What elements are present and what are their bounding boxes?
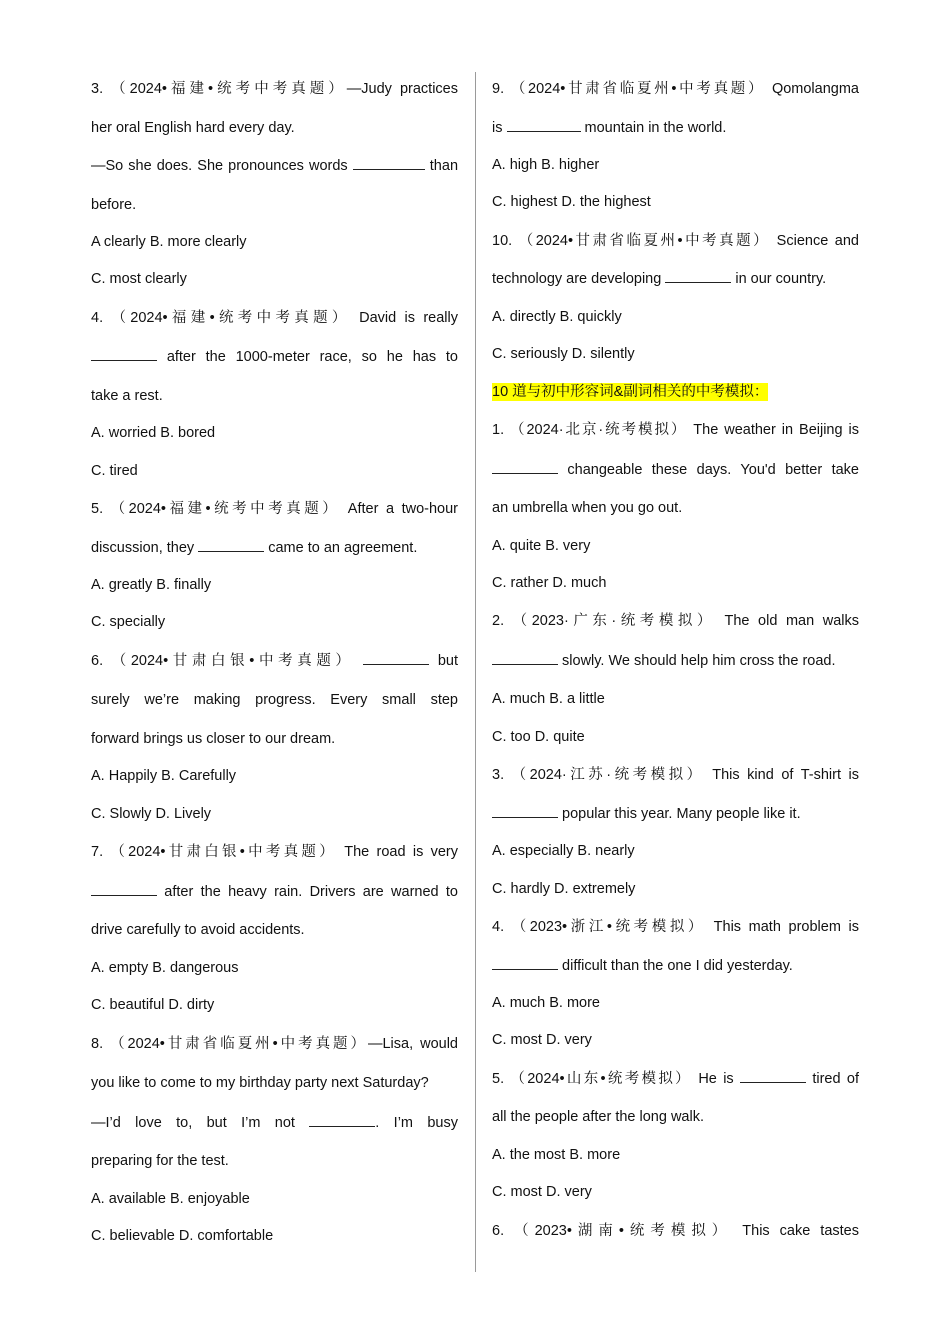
text-line bbox=[91, 833, 458, 873]
text-segment: 9. （2024•甘肃省临夏州•中考真题） Qomolangma bbox=[492, 81, 859, 97]
text-line bbox=[91, 567, 458, 604]
text-line bbox=[91, 299, 458, 339]
text-segment: C. highest D. the highest bbox=[492, 194, 651, 211]
text-segment: A. worried B. bored bbox=[91, 425, 216, 442]
text-line bbox=[91, 758, 458, 795]
answer-blank bbox=[91, 346, 157, 361]
text-segment: A. empty B. dangerous bbox=[91, 959, 239, 976]
text-segment: drive carefully to avoid accidents. bbox=[91, 922, 305, 939]
text-line bbox=[91, 261, 458, 298]
text-segment: preparing for the test. bbox=[91, 1153, 229, 1170]
text-line bbox=[91, 338, 458, 378]
text-segment: —I’d love to, but I’m not bbox=[91, 1114, 310, 1131]
text-line bbox=[91, 721, 458, 758]
text-line bbox=[91, 796, 458, 833]
text-segment: all the people after the long walk. bbox=[492, 1109, 704, 1126]
text-line bbox=[91, 490, 458, 530]
text-segment: C. Slowly D. Lively bbox=[91, 805, 212, 822]
answer-blank bbox=[492, 459, 558, 474]
text-segment: A. quite B. very bbox=[492, 537, 591, 554]
text-segment: 1. （2024·北京·统考模拟） The weather in Beijing is bbox=[492, 421, 859, 438]
text-segment: C. specially bbox=[91, 614, 166, 631]
text-segment: her oral English hard every day. bbox=[91, 119, 295, 136]
text-segment: A clearly B. more clearly bbox=[91, 233, 247, 250]
text-segment: 2. （2023·广东·统考模拟） The old man walks bbox=[492, 613, 859, 630]
text-segment: came to an agreement. bbox=[264, 539, 418, 556]
text-line bbox=[492, 299, 859, 336]
text-segment: 5. （2024•山东•统考模拟） He is bbox=[492, 1070, 741, 1087]
text-line bbox=[492, 1137, 859, 1174]
text-segment: you like to come to my birthday party next Saturday? bbox=[91, 1075, 429, 1092]
text-line bbox=[91, 530, 458, 567]
answer-blank bbox=[665, 268, 731, 283]
text-line bbox=[91, 70, 458, 110]
text-line bbox=[492, 222, 859, 262]
text-line bbox=[91, 415, 458, 452]
text-line bbox=[492, 70, 859, 110]
text-segment: A. the most B. more bbox=[492, 1146, 621, 1163]
text-segment: C. rather D. much bbox=[492, 574, 607, 591]
answer-blank bbox=[507, 117, 581, 132]
text-segment: C. beautiful D. dirty bbox=[91, 997, 215, 1014]
text-segment: changeable these days. You'd better take bbox=[558, 461, 859, 478]
text-segment: —So she does. She pronounces words bbox=[91, 157, 353, 174]
text-segment: popular this year. Many people like it. bbox=[558, 805, 801, 822]
text-segment: A. high B. higher bbox=[492, 156, 600, 173]
left-column bbox=[91, 70, 458, 1256]
text-line bbox=[492, 528, 859, 565]
answer-blank bbox=[492, 955, 558, 970]
text-segment: A. available B. enjoyable bbox=[91, 1190, 250, 1207]
text-line bbox=[91, 1104, 458, 1144]
answer-blank bbox=[492, 803, 558, 818]
text-segment: A. much B. a little bbox=[492, 691, 605, 708]
text-line bbox=[492, 871, 859, 908]
text-segment: A. greatly B. finally bbox=[91, 577, 212, 594]
text-segment: after the 1000-meter race, so he has to bbox=[157, 349, 458, 366]
text-line bbox=[91, 453, 458, 490]
text-segment: A. Happily B. Carefully bbox=[91, 768, 237, 785]
text-line bbox=[91, 187, 458, 224]
text-segment: 6. （2023•湖南•统考模拟） This cake tastes bbox=[492, 1222, 859, 1239]
text-line bbox=[492, 908, 859, 948]
text-line bbox=[91, 378, 458, 415]
text-line bbox=[492, 110, 859, 147]
answer-blank bbox=[309, 1112, 375, 1127]
text-line bbox=[492, 948, 859, 985]
text-segment: forward brings us closer to our dream. bbox=[91, 731, 336, 748]
text-line bbox=[492, 184, 859, 221]
text-line bbox=[492, 985, 859, 1022]
text-segment: C. hardly D. extremely bbox=[492, 880, 636, 897]
text-segment: after the heavy rain. Drivers are warned to bbox=[157, 883, 458, 900]
text-line bbox=[91, 224, 458, 261]
text-line bbox=[91, 110, 458, 147]
text-line bbox=[91, 987, 458, 1024]
text-line bbox=[91, 950, 458, 987]
text-line bbox=[492, 490, 859, 527]
text-line bbox=[91, 912, 458, 949]
right-column bbox=[492, 70, 859, 1251]
text-segment: 10. （2024•甘肃省临夏州•中考真题） Science and bbox=[492, 232, 859, 249]
text-segment: A. directly B. quickly bbox=[492, 308, 622, 325]
text-segment: 3. （2024•福建•统考中考真题）—Judy practices bbox=[91, 81, 458, 97]
text-segment: 7. （2024•甘肃白银•中考真题） The road is very bbox=[91, 844, 458, 861]
answer-blank bbox=[740, 1068, 806, 1083]
text-segment: C. tired bbox=[91, 462, 138, 479]
text-line bbox=[492, 796, 859, 833]
text-segment: A. especially B. nearly bbox=[492, 843, 635, 860]
text-line bbox=[492, 642, 859, 682]
text-line bbox=[91, 604, 458, 641]
text-segment: C. believable D. comfortable bbox=[91, 1228, 274, 1245]
text-segment: technology are developing bbox=[492, 271, 666, 288]
text-segment: 4. （2023•浙江•统考模拟） This math problem is bbox=[492, 919, 859, 936]
highlighted-heading bbox=[492, 383, 768, 401]
text-line bbox=[492, 602, 859, 642]
text-line bbox=[492, 719, 859, 756]
text-line bbox=[492, 1060, 859, 1100]
text-segment: but bbox=[429, 652, 458, 669]
text-segment: take a rest. bbox=[91, 387, 163, 404]
text-line bbox=[91, 1218, 458, 1255]
text-line bbox=[492, 336, 859, 373]
text-line bbox=[492, 1174, 859, 1211]
text-line bbox=[91, 1181, 458, 1218]
text-segment: C. most D. very bbox=[492, 1184, 592, 1201]
text-line bbox=[492, 451, 859, 491]
text-line bbox=[91, 681, 458, 721]
text-segment: slowly. We should help him cross the road. bbox=[558, 652, 836, 669]
text-line bbox=[492, 565, 859, 602]
text-segment: than bbox=[424, 157, 458, 174]
text-segment: 8. （2024•甘肃省临夏州•中考真题）—Lisa, would bbox=[91, 1035, 458, 1052]
text-segment: C. too D. quite bbox=[492, 728, 585, 745]
text-line bbox=[492, 1212, 859, 1252]
text-segment: mountain in the world. bbox=[580, 119, 727, 136]
text-segment: an umbrella when you go out. bbox=[492, 500, 683, 517]
text-segment: 3. （2024·江苏·统考模拟） This kind of T-shirt is bbox=[492, 767, 859, 784]
text-segment: before. bbox=[91, 196, 137, 213]
text-segment: A. much B. more bbox=[492, 995, 600, 1011]
text-line bbox=[492, 147, 859, 184]
text-segment: 4. （2024•福建•统考中考真题） David is really bbox=[91, 309, 458, 326]
answer-blank bbox=[91, 881, 157, 896]
text-line bbox=[91, 1143, 458, 1180]
text-line bbox=[492, 833, 859, 870]
text-segment: C. most clearly bbox=[91, 271, 187, 288]
text-line bbox=[492, 261, 859, 298]
text-segment: difficult than the one I did yesterday. bbox=[558, 957, 793, 974]
text-line bbox=[91, 873, 458, 913]
text-segment: surely we’re making progress. Every small step bbox=[91, 692, 458, 709]
answer-blank bbox=[353, 155, 425, 170]
text-line bbox=[91, 1064, 458, 1104]
column-divider bbox=[475, 72, 476, 1272]
text-segment: C. seriously D. silently bbox=[492, 346, 635, 363]
text-line bbox=[91, 642, 458, 682]
text-line bbox=[492, 756, 859, 796]
text-segment: 5. （2024•福建•统考中考真题） After a two-hour bbox=[91, 501, 458, 518]
text-line bbox=[492, 411, 859, 451]
answer-blank bbox=[363, 650, 429, 665]
text-segment: 10 道与初中形容词&副词相关的中考模拟： bbox=[492, 383, 769, 400]
text-line bbox=[492, 1022, 859, 1059]
text-segment: is bbox=[492, 119, 507, 136]
text-line bbox=[492, 1099, 859, 1136]
text-segment: C. most D. very bbox=[492, 1032, 592, 1049]
text-line bbox=[91, 147, 458, 187]
text-segment: . I’m busy bbox=[375, 1114, 458, 1131]
text-segment: tired of bbox=[806, 1070, 859, 1087]
answer-blank bbox=[198, 537, 264, 552]
text-line bbox=[91, 1025, 458, 1065]
text-segment: discussion, they bbox=[91, 539, 199, 556]
answer-blank bbox=[492, 650, 558, 665]
text-segment: in our country. bbox=[731, 271, 827, 288]
text-line bbox=[492, 681, 859, 718]
text-line bbox=[492, 374, 859, 411]
text-segment: 6. （2024•甘肃白银•中考真题） bbox=[91, 652, 364, 669]
